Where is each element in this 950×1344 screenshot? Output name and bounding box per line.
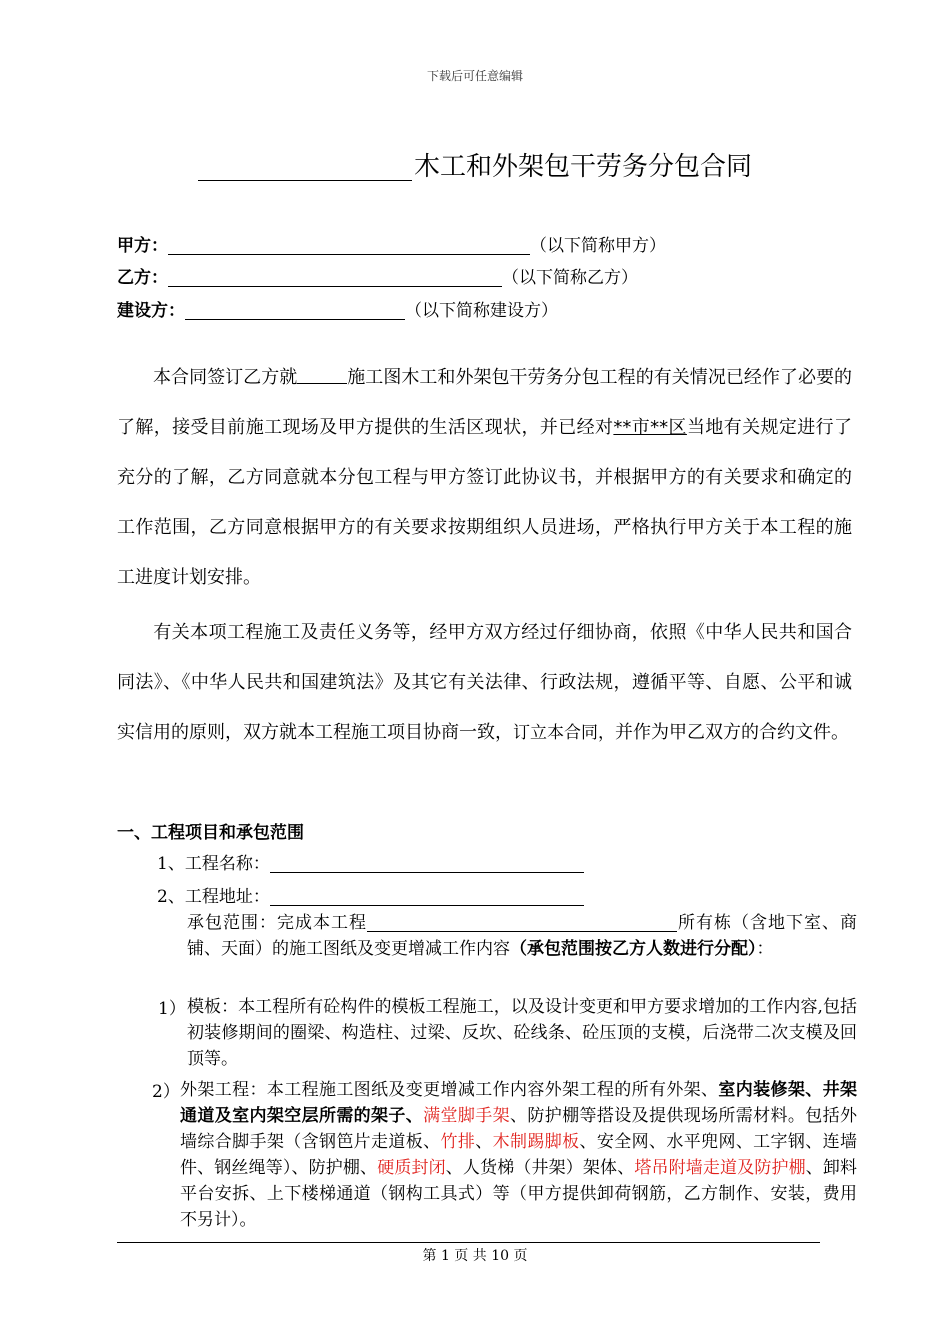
page-title (0, 146, 950, 183)
party-b-label: 乙方： (117, 268, 168, 288)
project-address-row (157, 882, 584, 907)
intro-paragraph: 本合同签订乙方就 施工图木工和外架包干劳务分包工程的有关情况已经作了必要的了解，接受目前施工现场及甲方提供的生活区现状，并已经对**市**区当地有关规定进行了充分的了解，乙方同意就本分包工程与甲方签订此协议书，并根据甲方的有关要求和确定的工作范围，乙方同意根据甲方的有关要求按期组织人员进场，严格执行甲方关于本工程的施工进度计划安排。 (117, 367, 853, 588)
project-name-field[interactable] (270, 856, 584, 873)
title-text: 木工和外架包干劳务分包合同 (413, 152, 752, 182)
party-b-field[interactable] (168, 270, 502, 287)
basis-paragraph: 有关本项工程施工及责任义务等，经甲方双方经过仔细协商，依照《中华人民共和国合同法》、《中华人民共和国建筑法》及其它有关法律、行政法规，遵循平等、自愿、公平和诚实信用的原则，双方就本工程施工项目协商一致，订立本合同，并作为甲乙双方的合约文件。 (117, 622, 852, 743)
party-a-row (117, 231, 666, 256)
party-c-note: （以下简称建设方） (405, 301, 558, 321)
party-c-row (117, 296, 558, 321)
footer-divider (117, 1242, 820, 1243)
project-address-field[interactable] (270, 889, 584, 906)
list-item-formwork: 模板：本工程所有砼构件的模板工程施工，以及设计变更和甲方要求增加的工作内容,包括初装修期间的圈梁、构造柱、过梁、反坎、砼线条、砼压顶的支模，后浇带二次支模及回顶等。 (187, 997, 857, 1069)
scope-paragraph: 承包范围：完成本工程 所有栋（含地下室、商铺、天面）的施工图纸及变更增减工作内容（承包范围按乙方人数进行分配）： (187, 913, 857, 959)
list-number-2: 2） (152, 1082, 180, 1102)
project-address-label: 2、工程地址： (157, 887, 270, 907)
section-heading: 一、工程项目和承包范围 (117, 823, 304, 843)
project-name-label: 1、工程名称： (157, 854, 270, 874)
list-item-scaffold: 外架工程：本工程施工图纸及变更增减工作内容外架工程的所有外架、室内装修架、井架通道及室内架空层所需的架子、满堂脚手架、防护棚等搭设及提供现场所需材料。包括外墙综合脚手架（含钢笆片走道板、竹排、木制踢脚板、安全网、水平兜网、工字钢、连墙件、钢丝绳等）、防护棚、硬质封闭、人货梯（井架）架体、塔吊附墙走道及防护棚、卸料平台安拆、上下楼梯通道（钢构工具式）等（甲方提供卸荷钢筋，乙方制作、安装，费用不另计）。 (180, 1080, 858, 1230)
party-c-label: 建设方： (117, 301, 185, 321)
city-district: **市**区 (613, 417, 687, 438)
scope-blank[interactable] (367, 915, 677, 932)
header-note: 下载后可任意编辑 (426, 69, 523, 83)
party-a-note: （以下简称甲方） (530, 236, 666, 256)
party-a-field[interactable] (168, 238, 530, 255)
party-c-field[interactable] (185, 303, 405, 320)
project-name-row (157, 849, 584, 874)
title-blank-line (198, 154, 412, 181)
page-number: 第 1 页 共 10 页 (422, 1248, 528, 1264)
list-number-1: 1） (158, 999, 186, 1019)
party-a-label: 甲方： (117, 236, 168, 256)
party-b-note: （以下简称乙方） (502, 268, 638, 288)
project-blank[interactable] (297, 368, 347, 384)
party-b-row (117, 263, 638, 288)
